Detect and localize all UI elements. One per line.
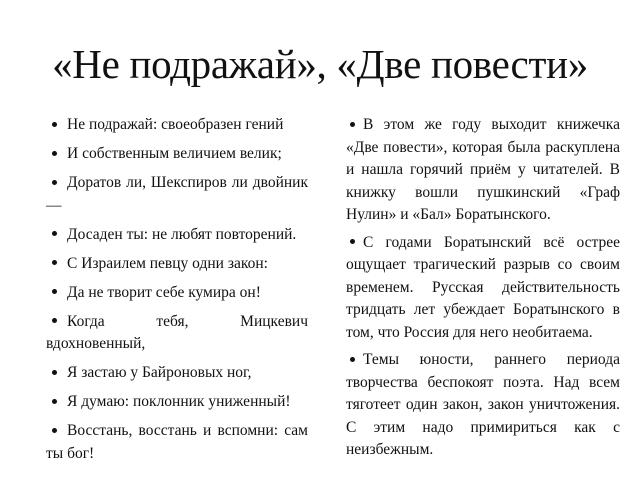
bullet-icon xyxy=(52,370,57,375)
commentary-paragraph xyxy=(346,114,620,227)
poem-line xyxy=(46,282,308,305)
commentary-paragraph xyxy=(346,349,620,462)
poem-line xyxy=(46,253,308,276)
poem-line xyxy=(46,391,308,414)
poem-line xyxy=(46,420,308,465)
bullet-icon xyxy=(52,428,57,433)
bullet-icon xyxy=(52,151,57,156)
bullet-icon xyxy=(52,399,57,404)
poem-line-text: И собственным величием велик; xyxy=(67,145,282,162)
slide-title: «Не подражай», «Две повести» xyxy=(52,41,588,87)
commentary-paragraph xyxy=(346,232,620,345)
poem-line-text: Я думаю: поклонник униженный! xyxy=(67,393,291,410)
bullet-icon xyxy=(350,122,355,127)
poem-line-text: Не подражай: своеобразен гений xyxy=(67,116,284,133)
bullet-icon xyxy=(52,122,57,127)
bullet-icon xyxy=(52,289,57,294)
poem-line xyxy=(46,311,308,356)
poem-line xyxy=(46,172,308,217)
poem-line-text: Я застаю у Байроновых ног, xyxy=(67,364,252,381)
bullet-icon xyxy=(52,260,57,265)
poem-line-text: Восстань, восстань и вспомни: сам ты бог! xyxy=(46,422,308,462)
bullet-icon xyxy=(350,357,355,362)
poem-line-text: Доратов ли, Шекспиров ли двойник — xyxy=(46,174,308,214)
poem-line-text: Досаден ты: не любят повторений. xyxy=(67,225,297,243)
commentary-column xyxy=(346,114,620,467)
commentary-text: С годами Боратынский всё острее ощущает трагический разрыв со своим временем. Русская действительность тридцать лет убеждает Боратынского в том, что Россия для него необитаема. xyxy=(346,233,620,341)
bullet-icon xyxy=(52,318,57,323)
poem-line xyxy=(46,143,308,166)
commentary-text: В этом же году выходит книжечка «Две повести», которая была раскуплена и нашла горячий приём у читателей. В книжку вошли пушкинский «Граф Нулин» и «Бал» Боратынского. xyxy=(346,116,620,223)
poem-line xyxy=(46,114,308,137)
poem-column xyxy=(46,114,308,472)
bullet-icon xyxy=(350,239,355,244)
poem-line xyxy=(46,224,308,247)
poem-line-text: Когда тебя, Мицкевич вдохновенный, xyxy=(46,312,308,352)
poem-line-text: Да не творит себе кумира он! xyxy=(67,283,261,301)
commentary-text: Темы юности, раннего периода творчества беспокоят поэта. Над всем тяготеет один закон, закон уничтожения. С этим надо примириться как с неизбежным. xyxy=(346,351,620,458)
bullet-icon xyxy=(52,180,57,185)
poem-line xyxy=(46,362,308,385)
bullet-icon xyxy=(52,231,57,236)
poem-line-text: С Израилем певцу одни закон: xyxy=(67,254,268,272)
